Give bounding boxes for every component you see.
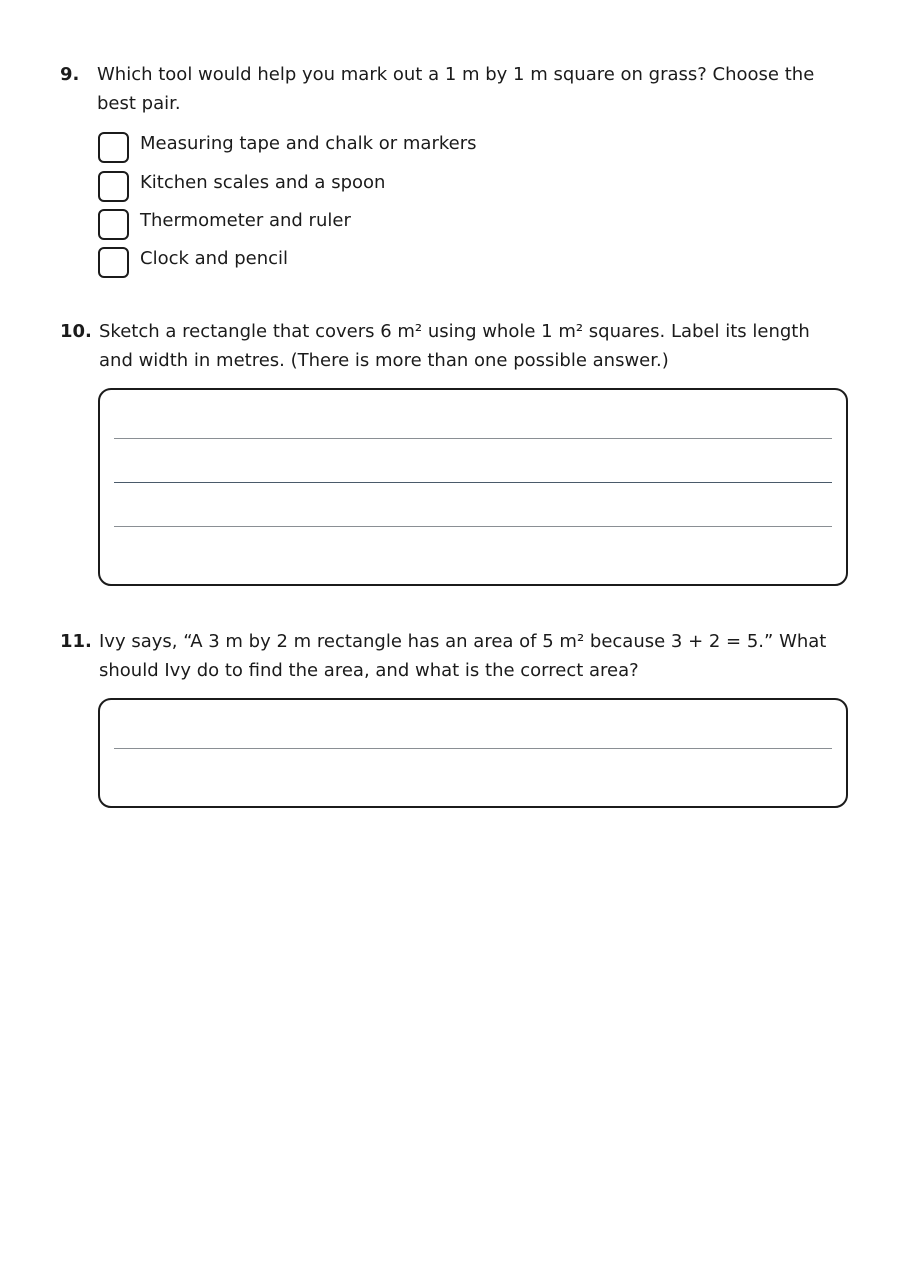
option-clock[interactable] (98, 247, 598, 279)
question-number: 9. (60, 64, 80, 85)
answer-box[interactable] (98, 698, 848, 808)
answer-line (114, 482, 832, 483)
answer-line (114, 748, 832, 749)
question-text: Sketch a rectangle that covers 6 m² using whole 1 m² squares. Label its length and width in metres. (There is more than one possible answer.) (99, 321, 810, 371)
option-label: Clock and pencil (140, 248, 289, 269)
answer-line (114, 526, 832, 527)
answer-line (114, 438, 832, 439)
checkbox[interactable] (98, 171, 129, 202)
option-measuring-tape[interactable] (98, 132, 598, 164)
question-11 (60, 627, 850, 812)
option-thermometer[interactable] (98, 209, 598, 241)
question-10 (60, 317, 850, 589)
checkbox[interactable] (98, 132, 129, 163)
checkbox[interactable] (98, 247, 129, 278)
option-label: Thermometer and ruler (140, 210, 351, 231)
question-text: Which tool would help you mark out a 1 m by 1 m square on grass? Choose the best pair. (97, 64, 815, 114)
question-9 (60, 60, 850, 290)
checkbox[interactable] (98, 209, 129, 240)
question-number: 11. (60, 631, 92, 652)
option-label: Measuring tape and chalk or markers (140, 133, 477, 154)
option-label: Kitchen scales and a spoon (140, 172, 386, 193)
option-kitchen-scales[interactable] (98, 171, 598, 203)
answer-box[interactable] (98, 388, 848, 586)
question-text: Ivy says, “A 3 m by 2 m rectangle has an area of 5 m² because 3 + 2 = 5.” What should Ivy do to find the area, and what is the correct area? (99, 631, 827, 681)
question-number: 10. (60, 321, 92, 342)
